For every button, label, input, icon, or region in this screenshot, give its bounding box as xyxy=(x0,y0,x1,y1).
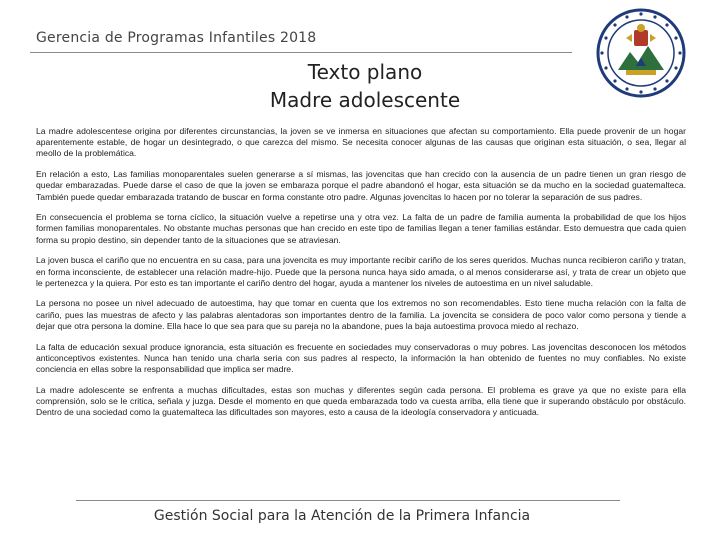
document-title xyxy=(220,58,510,114)
header-org: Gerencia de Programas Infantiles 2018 xyxy=(36,30,317,46)
header-divider xyxy=(30,52,572,53)
footer-org: Gestión Social para la Atención de la Primera Infancia xyxy=(153,508,531,524)
paragraph: La persona no posee un nivel adecuado de autoestima, hay que tomar en cuenta que los extremos no son recomendables. Esto tiene mucha relación con la falta de cariño, pues las muestras de afecto y las palabras alentadoras son importantes dentro de la familia. La jovencita se considera de poco valor como persona y tiende a dejar que otra persona la domine. Ella hace lo que sea para que su pareja no la abandone, pues la baja autoestima provoca miedo al rechazo. xyxy=(36,298,686,331)
footer-divider xyxy=(76,500,620,501)
university-seal-icon xyxy=(596,8,686,98)
paragraph: En relación a esto, Las familias monoparentales suelen generarse a sí mismas, las jovencitas que han crecido con la ausencia de un padre tienen un gran riesgo de quedar embarazadas. Puede darse el caso de que la joven se embaraza porque el padre abandonó el hogar, esta situación se da mucho en la sociedad guatemalteca. También puede quedar embarazada tratando de buscar en forma constante otro padre. Algunas jovencitas lo hacen por no tolerar la separación de sus padres. xyxy=(36,169,686,202)
paragraph: La joven busca el cariño que no encuentra en su casa, para una jovencita es muy importante recibir cariño de los seres queridos. Muchas nunca recibieron cariño y tratan, en forma inconsciente, de establecer una relación madre-hijo. Puede que la persona nunca haya sido amada, o al menos considerarse así, y trata de crear un objeto que le pertenezca y la quiera. Por esto es tan importante el cariño dentro del hogar, ayuda a mantener los niveles de autoestima en un nivel saludable. xyxy=(36,255,686,288)
body-text xyxy=(36,126,686,428)
paragraph: La madre adolescentese origina por diferentes circunstancias, la joven se ve inmersa en situaciones que afectan su comportamiento. Ella puede provenir de un hogar aparentemente estable, de hogar un desintegrado, o que carezca del mismo. Se necesita conocer algunas de las causas que originan esta situación, o sea, llegar al meollo de la problemática. xyxy=(36,126,686,159)
paragraph: La falta de educación sexual produce ignorancia, esta situación es frecuente en sociedades muy conservadoras o muy pobres. Las jovencitas desconocen los métodos anticonceptivos existentes. Nunca han tenido una charla seria con sus padres al respecto, la información la han obtenido de fuentes no muy confiables. No existe conciencia en ellas sobre la responsabilidad que implica ser madre. xyxy=(36,341,686,374)
paragraph: La madre adolescente se enfrenta a muchas dificultades, estas son muchas y diferentes según cada persona. El problema es grave ya que no existe para ella comprensión, solo se le critica, señala y juzga. Desde el momento en que queda embarazada todo va cuesta arriba, ella tiene que ir superando obstáculo por obstáculo. Dentro de una sociedad como la guatemalteca las dificultades son mayores, esto a causa de la ideología conservadora y anticuada. xyxy=(36,384,686,418)
title-line-2: Madre adolescente xyxy=(269,88,461,112)
paragraph: En consecuencia el problema se torna cíclico, la situación vuelve a repetirse una y otra vez. La falta de un padre de familia aumenta la probabilidad de que los hijos formen familias monoparentales. No obstante muchas personas que han crecido en este tipo de familias llegan a tener familias estándar. Esto demuestra que cada quien forma su propio destino, sin depender tanto de la situaciones que se atraviesan. xyxy=(36,212,686,245)
title-line-1: Texto plano xyxy=(307,60,423,84)
